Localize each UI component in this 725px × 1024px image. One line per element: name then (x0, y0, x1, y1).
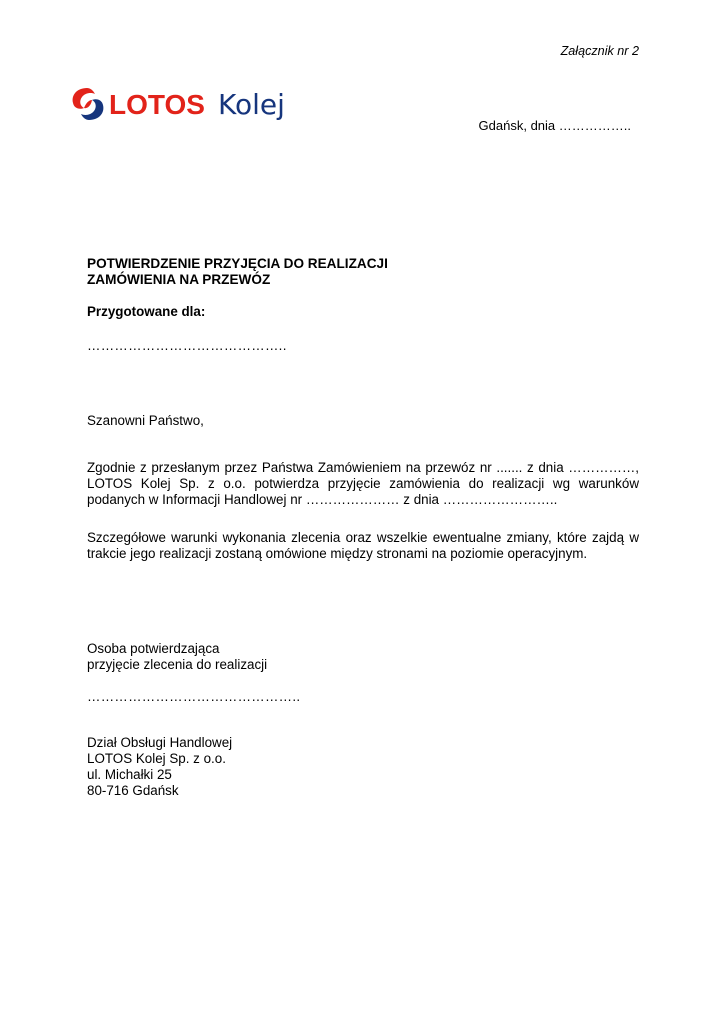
address-block (87, 735, 232, 799)
prepared-for-label: Przygotowane dla: (87, 304, 206, 319)
logo-text-kolej: Kolej (218, 88, 285, 121)
place-date-line: Gdańsk, dnia …………….. (478, 118, 631, 133)
recipient-placeholder: …………………………………….. (87, 338, 287, 353)
address-line-2: LOTOS Kolej Sp. z o.o. (87, 751, 226, 766)
signer-block (87, 641, 267, 673)
address-line-1: Dział Obsługi Handlowej (87, 735, 233, 750)
signer-line-2: przyjęcie zlecenia do realizacji (87, 657, 268, 672)
greeting: Szanowni Państwo, (87, 413, 204, 428)
address-line-3: ul. Michałki 25 (87, 767, 172, 782)
title-line-2: ZAMÓWIENIA NA PRZEWÓZ (87, 272, 271, 287)
attachment-label: Załącznik nr 2 (560, 44, 639, 58)
paragraph-conditions: Szczegółowe warunki wykonania zlecenia oraz wszelkie ewentualne zmiany, które zajdą w trakcie jego realizacji zostaną omówione między stronami na poziomie operacyjnym. (87, 530, 639, 561)
document-title (87, 256, 388, 288)
logo-text-lotos: LOTOS (109, 89, 205, 120)
address-line-4: 80-716 Gdańsk (87, 783, 179, 798)
signer-line-1: Osoba potwierdzająca (87, 641, 220, 656)
lotos-swirl-icon (73, 88, 104, 120)
signature-placeholder: ……………………………………….. (87, 689, 301, 704)
paragraph-order-confirmation: Zgodnie z przesłanym przez Państwa Zamówieniem na przewóz nr ....... z dnia ……………, LOTOS Kolej Sp. z o.o. potwierdza przyjęcie zamówienia do realizacji wg warunków podanych w Informacji Handlowej nr ………………… z dnia …………………….. (87, 460, 639, 507)
lotos-kolej-logo (71, 84, 311, 124)
title-line-1: POTWIERDZENIE PRZYJĘCIA DO REALIZACJI (87, 256, 388, 271)
